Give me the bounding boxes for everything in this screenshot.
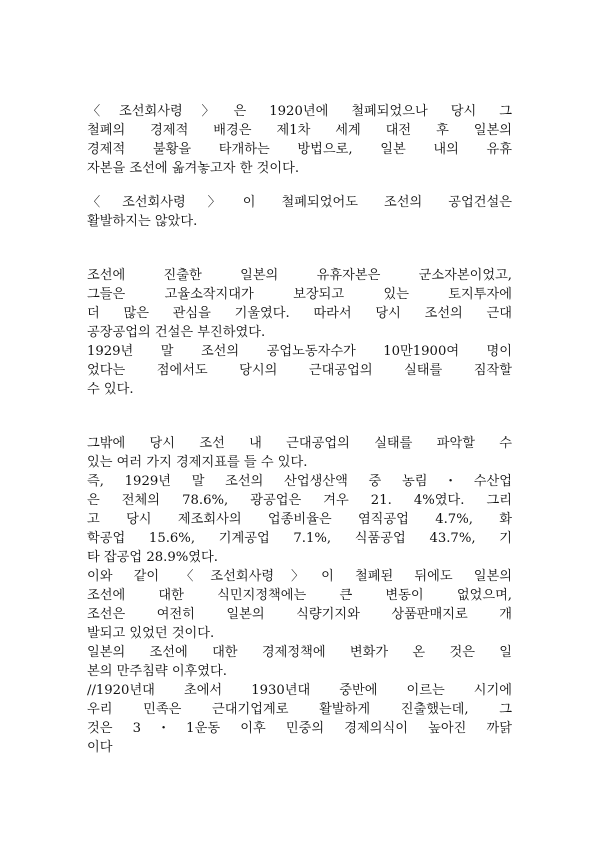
paragraph-1-line-4: 자본을 조선에 옮겨놓고자 한 것이다. xyxy=(87,161,300,176)
paragraph-1-line-1: 〈조선회사령〉은 1920년에 철폐되었으나 당시 그 xyxy=(87,104,512,119)
paragraph-4-line-8: 이와 같이 〈조선회사령〉이 철폐된 뒤에도 일본의 xyxy=(87,569,512,584)
paragraph-4-line-15: 우리 민족은 근대기업계로 활발하게 진출했는데, 그 xyxy=(87,702,512,717)
paragraph-3-line-1: 조선에 진출한 일본의 유휴자본은 군소자본이었고, xyxy=(87,268,512,283)
paragraph-4-line-2: 있는 여러 가지 경제지표를 들 수 있다. xyxy=(87,455,308,470)
paragraph-4-line-16: 것은 3・1운동 이후 민중의 경제의식이 높아진 까닭 xyxy=(87,721,512,736)
paragraph-3-line-5: 1929년 말 조선의 공업노동자수가 10만1900여 명이 xyxy=(87,344,512,359)
paragraph-1-line-3: 경제적 불황을 타개하는 방법으로, 일본 내의 유휴 xyxy=(87,142,512,157)
paragraph-4-line-12: 일본의 조선에 대한 경제정책에 변화가 온 것은 일 xyxy=(87,645,512,660)
paragraph-3-line-4: 공장공업의 건설은 부진하였다. xyxy=(87,325,266,340)
paragraph-4-line-11: 발되고 있었던 것이다. xyxy=(87,626,215,641)
paragraph-4-line-4: 은 전체의 78.6%, 광공업은 겨우 21. 4%였다. 그리 xyxy=(87,493,512,508)
paragraph-3-line-7: 수 있다. xyxy=(87,382,134,397)
paragraph-3-line-2: 그들은 고율소작지대가 보장되고 있는 토지투자에 xyxy=(87,287,512,302)
paragraph-2-line-1: 〈조선회사령〉이 철폐되었어도 조선의 공업건설은 xyxy=(87,195,512,210)
paragraph-4-line-10: 조선은 여전히 일본의 식량기지와 상품판매지로 개 xyxy=(87,607,512,622)
paragraph-2-line-2: 활발하지는 않았다. xyxy=(87,214,198,229)
paragraph-3-line-6: 었다는 점에서도 당시의 근대공업의 실태를 짐작할 xyxy=(87,363,512,378)
paragraph-4-line-14: //1920년대 초에서 1930년대 중반에 이르는 시기에 xyxy=(87,683,512,698)
paragraph-4-line-6: 학공업 15.6%, 기계공업 7.1%, 식품공업 43.7%, 기 xyxy=(87,531,512,546)
paragraph-4-line-13: 본의 만주침략 이후였다. xyxy=(87,664,227,679)
paragraph-4-line-3: 즉, 1929년 말 조선의 산업생산액 중 농림・수산업 xyxy=(87,474,512,489)
paragraph-4-line-7: 타 잡공업 28.9%였다. xyxy=(87,550,218,565)
paragraph-4-line-9: 조선에 대한 식민지정책에는 큰 변동이 없었으며, xyxy=(87,588,512,603)
paragraph-3-line-3: 더 많은 관심을 기울였다. 따라서 당시 조선의 근대 xyxy=(87,306,512,321)
paragraph-4-line-5: 고 당시 제조회사의 업종비율은 염직공업 4.7%, 화 xyxy=(87,512,512,527)
paragraph-4-line-17: 이다 xyxy=(87,740,113,755)
paragraph-4-line-1: 그밖에 당시 조선 내 근대공업의 실태를 파악할 수 xyxy=(87,436,512,451)
paragraph-1-line-2: 철폐의 경제적 배경은 제1차 세계 대전 후 일본의 xyxy=(87,123,512,138)
